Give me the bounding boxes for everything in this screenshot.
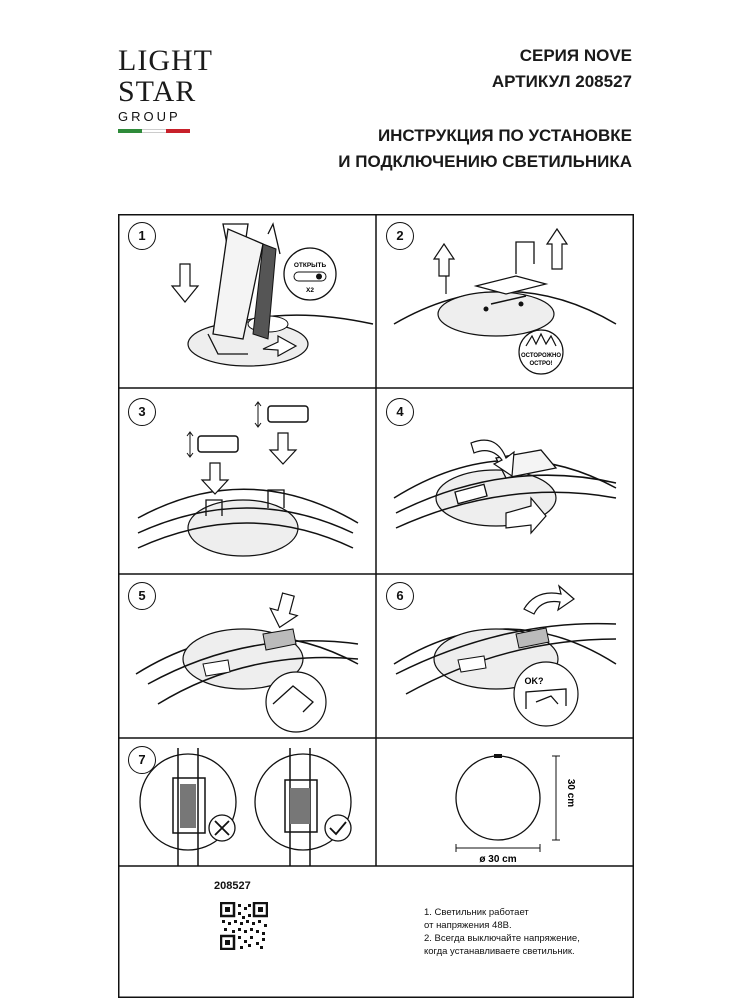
article-title: АРТИКУЛ 208527 bbox=[491, 72, 632, 91]
step-4-panel bbox=[376, 388, 634, 574]
instruction-grid bbox=[118, 214, 634, 998]
dimensions-illustration bbox=[376, 738, 634, 866]
series-title: СЕРИЯ NOVE bbox=[519, 46, 632, 65]
instruction-title-line-2: И ПОДКЛЮЧЕНИЮ СВЕТИЛЬНИКА bbox=[338, 152, 632, 171]
brand-line-2: STAR bbox=[118, 75, 197, 108]
step-7-panel bbox=[118, 738, 376, 866]
note-2-line-2: когда устанавливаете светильник. bbox=[424, 946, 575, 957]
step-6-panel bbox=[376, 574, 634, 738]
instruction-title-line-1: ИНСТРУКЦИЯ ПО УСТАНОВКЕ bbox=[377, 126, 632, 145]
brand-logo bbox=[118, 45, 218, 155]
qr-code-icon bbox=[220, 902, 268, 950]
step-1-count-label: X2 bbox=[306, 287, 314, 294]
step-1-panel bbox=[118, 214, 376, 388]
step-6-ok-label: OK? bbox=[524, 676, 544, 686]
step-4-illustration bbox=[376, 388, 634, 574]
brand-line-1: LIGHT bbox=[118, 44, 213, 77]
step-1-illustration bbox=[118, 214, 376, 388]
height-dimension: 30 cm bbox=[565, 778, 576, 808]
dimensions-panel bbox=[376, 738, 634, 866]
step-5-panel bbox=[118, 574, 376, 738]
step-2-number: 2 bbox=[386, 222, 414, 250]
note-2-line-1: 2. Всегда выключайте напряжение, bbox=[424, 933, 580, 944]
step-1-open-label: ОТКРЫТЬ bbox=[293, 262, 327, 269]
step-2-illustration bbox=[376, 214, 634, 388]
step-3-illustration bbox=[118, 388, 376, 574]
step-7-number: 7 bbox=[128, 746, 156, 774]
step-7-illustration bbox=[118, 738, 376, 866]
note-1-line-2: от напряжения 48В. bbox=[424, 920, 512, 931]
correct-icon bbox=[325, 815, 351, 841]
step-2-warning-line-1: ОСТОРОЖНО bbox=[521, 353, 561, 359]
step-3-number: 3 bbox=[128, 398, 156, 426]
brand-line-3: GROUP bbox=[118, 109, 181, 124]
note-1-line-1: 1. Светильник работает bbox=[424, 907, 529, 918]
step-2-warning-line-2: ОСТРО! bbox=[529, 361, 553, 367]
step-5-illustration bbox=[118, 574, 376, 738]
step-5-number: 5 bbox=[128, 582, 156, 610]
diameter-dimension: ø 30 cm bbox=[479, 854, 517, 865]
step-2-panel bbox=[376, 214, 634, 388]
step-1-number: 1 bbox=[128, 222, 156, 250]
step-3-panel bbox=[118, 388, 376, 574]
footer-notes bbox=[424, 906, 580, 958]
step-6-number: 6 bbox=[386, 582, 414, 610]
step-4-number: 4 bbox=[386, 398, 414, 426]
product-code: 208527 bbox=[214, 880, 251, 892]
step-6-illustration bbox=[376, 574, 634, 738]
italian-flag-icon bbox=[118, 129, 190, 133]
